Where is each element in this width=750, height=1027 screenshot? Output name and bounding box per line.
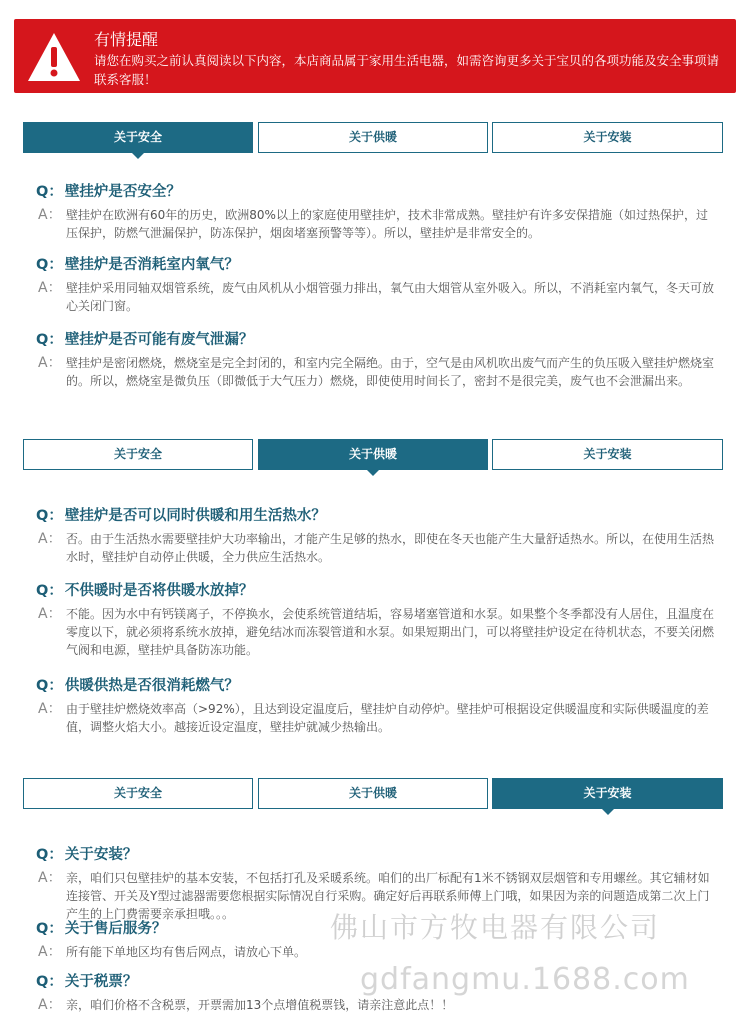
answer: A： 壁挂炉在欧洲有60年的历史，欧洲80%以上的家庭使用壁挂炉，技术非常成熟。壁挂炉有许多安保措施（如过热保护，过压保护，防燃气泄漏保护，防冻保护，烟囱堵塞预警等等）。所以，壁挂炉是非常安全的。 xyxy=(38,207,708,240)
warning-icon xyxy=(26,31,82,83)
notice-title: 有情提醒 xyxy=(94,30,159,49)
qa-item xyxy=(36,255,716,315)
watermark-company: 佛山市方牧电器有限公司 xyxy=(330,911,661,944)
tab-bar-installation xyxy=(23,778,723,809)
question: Q： 关于税票？ xyxy=(36,974,138,990)
answer: A： 壁挂炉采用同轴双烟管系统，废气由风机从小烟管强力排出，氧气由大烟管从室外吸入。所以，不消耗室内氧气，冬天可放心关闭门窗。 xyxy=(38,280,715,313)
answer: A： 壁挂炉是密闭燃烧，燃烧室是完全封闭的，和室内完全隔绝。由于，空气是由风机吹出废气而产生的负压吸入壁挂炉燃烧室的。所以，燃烧室是微负压（即微低于大气压力）燃烧，即使使用时间长了，密封不是很完美，废气也不会泄漏出来。 xyxy=(38,355,715,388)
tab-installation[interactable]: 关于安装 xyxy=(492,439,723,470)
question: Q： 不供暖时是否将供暖水放掉？ xyxy=(36,583,254,599)
answer: A： 由于壁挂炉燃烧效率高（>92%），且达到设定温度后，壁挂炉自动停炉。壁挂炉可根据设定供暖温度和实际供暖温度的差值，调整火焰大小。越接近设定温度，壁挂炉就减少热输出。 xyxy=(38,701,709,734)
tab-safety[interactable]: 关于安全 xyxy=(23,778,253,809)
question: Q： 关于安装？ xyxy=(36,847,138,863)
tab-installation[interactable]: 关于安装 xyxy=(492,122,723,153)
question: Q： 壁挂炉是否消耗室内氧气？ xyxy=(36,257,239,273)
answer: A： 亲，咱们只包壁挂炉的基本安装，不包括打孔及采暖系统。咱们的出厂标配有1米不锈钢双层烟管和专用螺丝。其它辅材如连接管、开关及Y型过滤器需要您根据实际情况自行采购。确定好后再联系师傅上门哦，如果因为亲的问题造成第二次上门产生的上门费需要亲承担哦。。。 xyxy=(38,870,710,921)
tab-heating[interactable]: 关于供暖 xyxy=(258,122,488,153)
tab-safety[interactable]: 关于安全 xyxy=(23,439,253,470)
tab-heating[interactable]: 关于供暖 xyxy=(258,778,488,809)
qa-item xyxy=(36,330,716,390)
question: Q： 壁挂炉是否可以同时供暖和用生活热水？ xyxy=(36,508,326,524)
answer: A： 所有能下单地区均有售后网点，请放心下单。 xyxy=(38,944,307,960)
tab-installation[interactable]: 关于安装 xyxy=(492,778,723,809)
watermark-site: gdfangmu.1688.com xyxy=(360,962,690,997)
answer: A： 否。由于生活热水需要壁挂炉大功率输出，才能产生足够的热水，即使在冬天也能产生大量舒适热水。所以，在使用生活热水时，壁挂炉自动停止供暖，全力供应生活热水。 xyxy=(38,531,715,564)
question: Q： 供暖供热是否很消耗燃气？ xyxy=(36,678,239,694)
tab-heating[interactable]: 关于供暖 xyxy=(258,439,488,470)
qa-item xyxy=(36,581,716,659)
qa-item xyxy=(36,182,716,242)
notice-banner xyxy=(14,19,736,93)
tab-bar-heating xyxy=(23,439,723,470)
question: Q： 壁挂炉是否安全？ xyxy=(36,184,181,200)
question: Q： 壁挂炉是否可能有废气泄漏？ xyxy=(36,332,254,348)
qa-item xyxy=(36,506,716,566)
tab-safety[interactable]: 关于安全 xyxy=(23,122,253,153)
notice-text: 请您在购买之前认真阅读以下内容，本店商品属于家用生活电器，如需咨询更多关于宝贝的各项功能及安全事项请联系客服！ xyxy=(94,53,720,87)
tab-bar-safety xyxy=(23,122,723,153)
answer: A： 亲，咱们价格不含税票，开票需加13个点增值税票钱，请亲注意此点！！ xyxy=(38,997,454,1013)
question: Q： 关于售后服务？ xyxy=(36,921,167,937)
answer: A： 不能。因为水中有钙镁离子，不停换水，会使系统管道结垢，容易堵塞管道和水泵。如果整个冬季都没有人居住，且温度在零度以下，就必须将系统水放掉，避免结冰而冻裂管道和水泵。如果短期出门，可以将壁挂炉设定在待机状态，不要关闭燃气阀和电源，壁挂炉具备防冻功能。 xyxy=(38,606,715,657)
qa-item xyxy=(36,676,716,736)
